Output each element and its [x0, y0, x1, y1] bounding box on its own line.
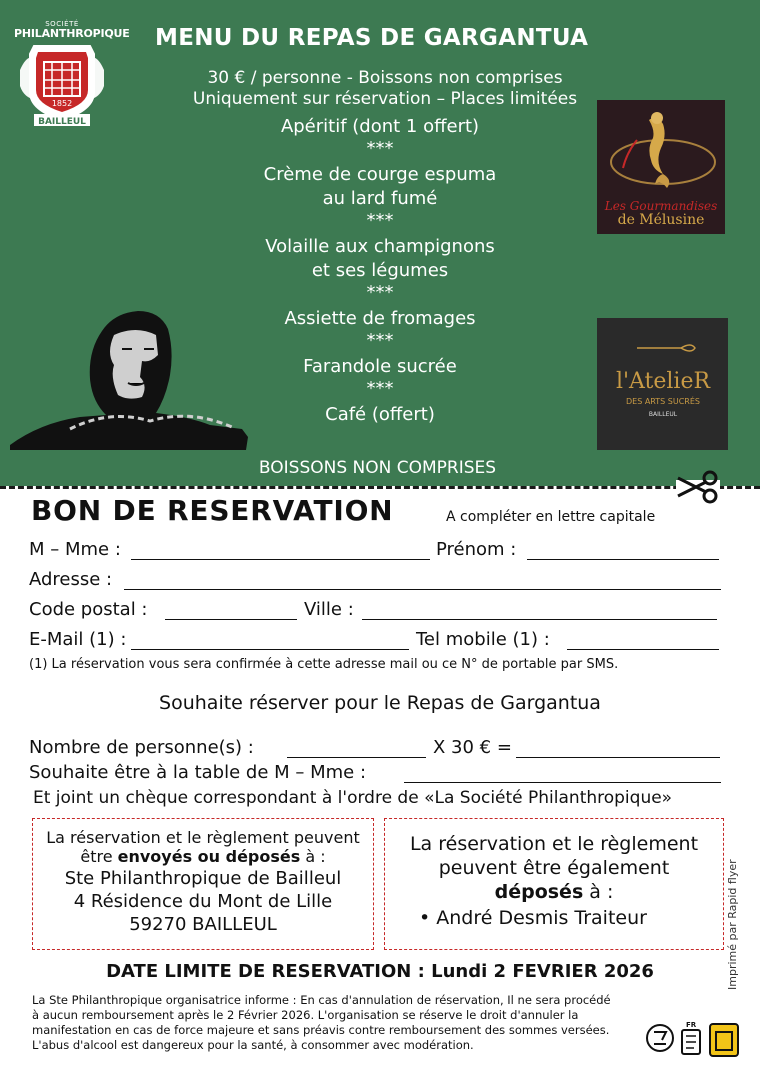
partner1-line1: Les Gourmandises — [604, 199, 718, 213]
gargantua-illustration-icon — [10, 305, 250, 450]
phone-label: Tel mobile (1) : — [416, 629, 550, 650]
disclaimer-line: manifestation en cas de force majeure et sans préavis contre remboursement des sommes versées. — [32, 1023, 610, 1037]
menu-panel — [0, 0, 760, 486]
partner2-line2: DES ARTS SUCRÉS — [625, 397, 701, 406]
logo-line2: PHILANTHROPIQUE — [14, 27, 130, 40]
deposit-box — [384, 818, 724, 950]
box-left-address2: 4 Résidence du Mont de Lille — [73, 891, 333, 912]
recycling-icon — [646, 1018, 742, 1058]
menu-separator: *** — [366, 330, 394, 351]
city-field[interactable] — [362, 619, 717, 620]
menu-item: Assiette de fromages — [284, 308, 476, 329]
total-field[interactable] — [516, 757, 720, 758]
firstname-label: Prénom : — [436, 539, 517, 560]
cheque-line: Et joint un chèque correspondant à l'ordre de «La Société Philanthropique» — [33, 788, 673, 808]
societe-logo — [14, 20, 130, 140]
wish-line: Souhaite réserver pour le Repas de Gargantua — [159, 692, 601, 714]
box-right-line1: La réservation et le règlement — [409, 833, 699, 855]
box-left-line2-post: à : — [300, 847, 326, 866]
logo-line1: SOCIÉTÉ — [45, 20, 79, 28]
phone-field[interactable] — [567, 649, 719, 650]
box-left-line2-bold: envoyés ou déposés — [117, 847, 301, 866]
whisk-icon — [597, 318, 728, 450]
menu-item: Volaille aux champignons — [265, 236, 495, 257]
disclaimer-line: à aucun remboursement après le 2 Février 2026. L'organisation se réserve le droit d'annuler la — [32, 1008, 579, 1022]
menu-separator: *** — [366, 282, 394, 303]
reservation-note: A compléter en lettre capitale — [446, 509, 656, 525]
partner-logo-gourmandises — [597, 100, 725, 234]
table-label: Souhaite être à la table de M – Mme : — [29, 762, 367, 783]
persons-field[interactable] — [287, 757, 426, 758]
city-label: Ville : — [304, 599, 354, 620]
persons-label: Nombre de personne(s) : — [29, 737, 254, 758]
email-label: E-Mail (1) : — [29, 629, 127, 650]
box-left-line2-pre: être — [80, 847, 118, 866]
multiplier-label: X 30 € = — [433, 737, 512, 758]
box-left-address3: 59270 BAILLEUL — [129, 914, 277, 935]
box-right-line3-post: à : — [583, 881, 614, 903]
menu-item: au lard fumé — [322, 188, 438, 209]
disclaimer — [32, 993, 632, 1053]
reservation-title: BON DE RESERVATION — [31, 494, 394, 527]
box-right-line2: peuvent être également — [438, 857, 670, 879]
address-field[interactable] — [124, 589, 721, 590]
email-field[interactable] — [131, 649, 409, 650]
menu-item: et ses légumes — [311, 260, 449, 281]
box-left-line1: La réservation et le règlement peuvent — [46, 828, 360, 847]
menu-item: Apéritif (dont 1 offert) — [280, 116, 480, 137]
menu-separator: *** — [366, 378, 394, 399]
postal-field[interactable] — [165, 619, 297, 620]
deadline: DATE LIMITE DE RESERVATION : Lundi 2 FEVRIER 2026 — [106, 961, 654, 982]
partner2-line3: BAILLEUL — [648, 411, 678, 418]
logo-city: BAILLEUL — [38, 117, 86, 127]
menu-footer: BOISSONS NON COMPRISES — [258, 458, 497, 478]
menu-subtitle — [150, 68, 620, 110]
partner-logo-atelier — [597, 318, 728, 450]
menu-separator: *** — [366, 210, 394, 231]
name-label: M – Mme : — [29, 539, 121, 560]
menu-booking-line: Uniquement sur réservation – Places limitées — [192, 89, 578, 109]
name-field[interactable] — [131, 559, 430, 560]
partner2-line1: l'AtelieR — [615, 369, 711, 394]
logo-crest-icon — [14, 40, 110, 130]
menu-separator: *** — [366, 138, 394, 159]
box-left-line2 — [33, 847, 373, 866]
postal-label: Code postal : — [29, 599, 148, 620]
menu-price-line: 30 € / personne - Boissons non comprises — [207, 68, 563, 88]
footnote: (1) La réservation vous sera confirmée à cette adresse mail ou ce N° de portable par SMS. — [29, 657, 619, 672]
firstname-field[interactable] — [527, 559, 719, 560]
cut-line — [0, 486, 760, 489]
address-label: Adresse : — [29, 569, 113, 590]
menu-item: Farandole sucrée — [303, 356, 457, 377]
disclaimer-line: L'abus d'alcool est dangereux pour la santé, à consommer avec modération. — [32, 1038, 474, 1052]
disclaimer-line: La Ste Philanthropique organisatrice informe : En cas d'annulation de réservation, Il ne sera procédé — [32, 993, 611, 1007]
menu-item: Café (offert) — [325, 404, 435, 425]
scissors-icon — [676, 470, 720, 504]
menu-title: MENU DU REPAS DE GARGANTUA — [155, 25, 589, 51]
printer-text: Imprimé par Rapid flyer — [726, 859, 739, 990]
recycle-badge: FR — [686, 1021, 697, 1029]
send-address-box — [32, 818, 374, 950]
box-right-item: • André Desmis Traiteur — [419, 907, 647, 929]
box-right-line3-bold: déposés — [494, 881, 584, 903]
box-right-line3 — [385, 881, 723, 903]
logo-year: 1852 — [51, 99, 73, 108]
partner1-line2: de Mélusine — [617, 212, 705, 228]
menu-item: Crème de courge espuma — [263, 164, 497, 185]
box-left-address1: Ste Philanthropique de Bailleul — [64, 868, 342, 889]
mermaid-icon — [597, 100, 725, 234]
table-field[interactable] — [404, 782, 721, 783]
